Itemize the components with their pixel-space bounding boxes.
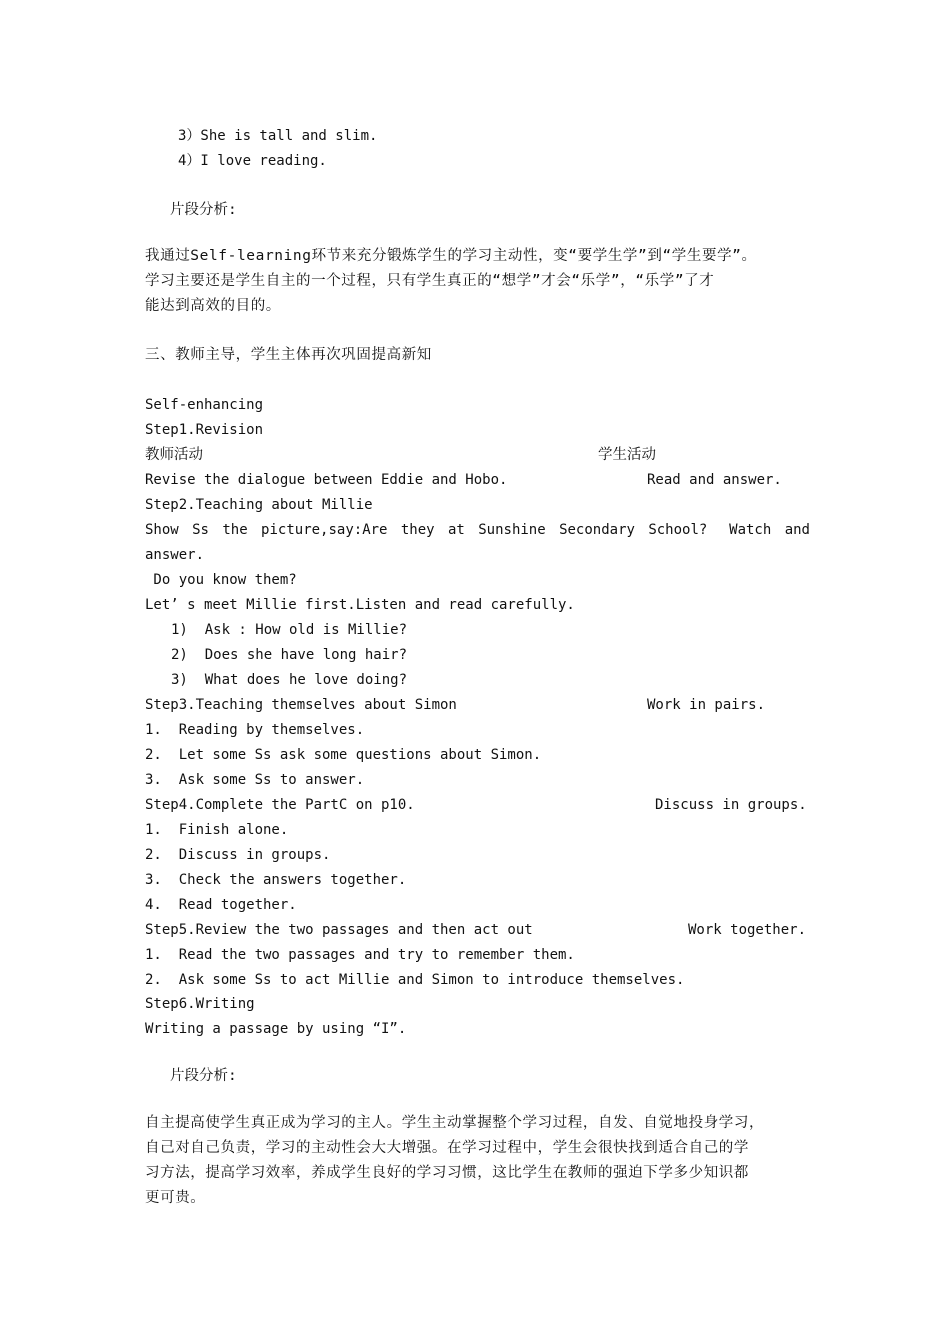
- list-item: 1. Finish alone.: [145, 822, 289, 838]
- word: they: [400, 522, 435, 538]
- list-item: 3. Check the answers together.: [145, 872, 407, 888]
- student-activity: Discuss in groups.: [655, 797, 807, 813]
- list-item: 1) Ask : How old is Millie?: [171, 622, 408, 638]
- student-activity: Work together.: [688, 922, 807, 938]
- paragraph-line: 我通过Self-learning环节来充分锻炼学生的学习主动性，变“要学生学”到“学生要学”。: [145, 248, 757, 264]
- list-item: 3）She is tall and slim.: [178, 128, 378, 144]
- step-line: answer.: [145, 547, 205, 563]
- step-heading: Step2.Teaching about Millie: [145, 497, 373, 513]
- paragraph-line: 学习主要还是学生自主的一个过程，只有学生真正的“想学”才会“乐学”，“乐学”了才: [145, 273, 715, 289]
- analysis-paragraph: [145, 1111, 810, 1211]
- word: Sunshine: [478, 522, 546, 538]
- word: the: [222, 522, 248, 538]
- word: and: [784, 522, 810, 538]
- list-item: 3) What does he love doing?: [171, 672, 408, 688]
- analysis-label: 片段分析:: [170, 1068, 237, 1084]
- step-line: Do you know them?: [145, 572, 297, 588]
- analysis-paragraph: [145, 244, 810, 319]
- student-activity: Work in pairs.: [647, 697, 766, 713]
- word: Show: [145, 522, 179, 538]
- list-item: 3. Ask some Ss to answer.: [145, 772, 365, 788]
- word: Watch: [720, 522, 772, 538]
- step-heading: Step1.Revision: [145, 422, 264, 438]
- paragraph-line: 习方法，提高学习效率，养成学生良好的学习习惯，这比学生在教师的强迫下学多少知识都: [145, 1165, 749, 1181]
- list-item: 2) Does she have long hair?: [171, 647, 408, 663]
- step-heading: Step5.Review the two passages and then act out: [145, 922, 533, 938]
- step-heading: Step3.Teaching themselves about Simon: [145, 697, 457, 713]
- paragraph-line: 自己对自己负责，学习的主动性会大大增强。在学习过程中，学生会很快找到适合自己的学: [145, 1140, 749, 1156]
- step-heading: Step6.Writing: [145, 996, 255, 1012]
- list-item: 4）I love reading.: [178, 153, 327, 169]
- step-line: Let’ s meet Millie first.Listen and read carefully.: [145, 597, 575, 613]
- list-item: 2. Ask some Ss to act Millie and Simon to introduce themselves.: [145, 972, 685, 988]
- step-line: Writing a passage by using “I”.: [145, 1021, 407, 1037]
- list-item: 2. Discuss in groups.: [145, 847, 331, 863]
- paragraph-line: 自主提高使学生真正成为学习的主人。学生主动掌握整个学习过程，自发、自觉地投身学习，: [145, 1115, 765, 1131]
- student-activity-header: 学生活动: [598, 447, 656, 463]
- word: picture,say:Are: [261, 522, 388, 538]
- teacher-activity-header: 教师活动: [145, 447, 203, 463]
- step-line-justified: [145, 518, 810, 543]
- student-activity: Read and answer.: [647, 472, 782, 488]
- step-line: Revise the dialogue between Eddie and Hobo.: [145, 472, 508, 488]
- list-item: 2. Let some Ss ask some questions about Simon.: [145, 747, 542, 763]
- section-label: Self-enhancing: [145, 397, 264, 413]
- analysis-label: 片段分析:: [170, 202, 237, 218]
- word: Secondary: [559, 522, 635, 538]
- paragraph-line: 能达到高效的目的。: [145, 298, 281, 314]
- list-item: 1. Reading by themselves.: [145, 722, 365, 738]
- paragraph-line: 更可贵。: [145, 1190, 206, 1206]
- word: School?: [648, 522, 708, 538]
- word: at: [447, 522, 465, 538]
- step-heading: Step4.Complete the PartC on p10.: [145, 797, 415, 813]
- word: Ss: [192, 522, 209, 538]
- list-item: 1. Read the two passages and try to remember them.: [145, 947, 575, 963]
- list-item: 4. Read together.: [145, 897, 297, 913]
- section-heading: 三、教师主导，学生主体再次巩固提高新知: [145, 347, 432, 363]
